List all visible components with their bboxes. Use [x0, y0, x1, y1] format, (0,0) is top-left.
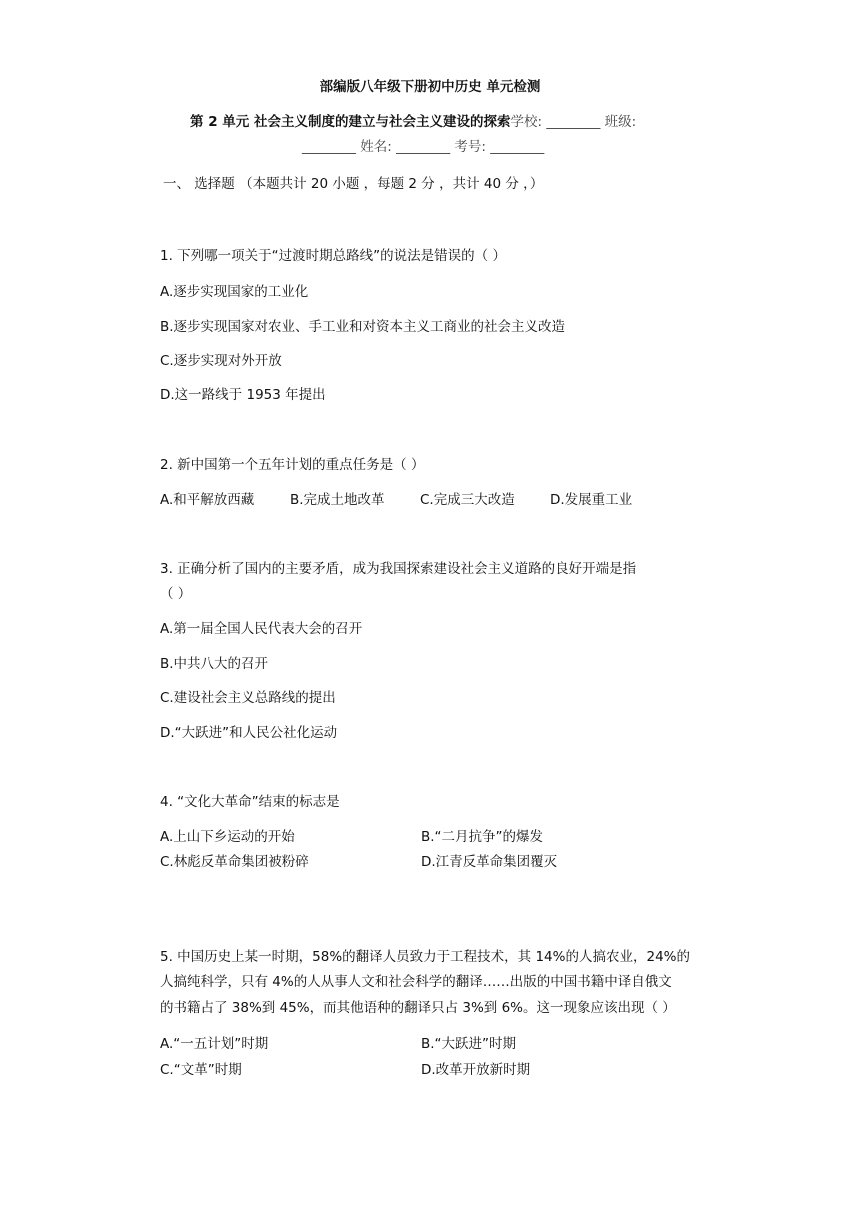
name-id-fields: ________ 姓名: ________ 考号: ________ [302, 139, 545, 155]
question-3-option-a: A.第一届全国人民代表大会的召开 [160, 621, 363, 637]
question-2-option-b: B.完成土地改革 [290, 492, 385, 508]
question-5-option-c: C.“文革”时期 [160, 1062, 242, 1078]
question-3-stem-line-2: （ ） [160, 586, 192, 602]
question-1-option-c: C.逐步实现对外开放 [160, 353, 282, 369]
question-5-stem-line-3: 的书籍占了 38%到 45%，而其他语种的翻译只占 3%到 6%。这一现象应该出现（ ） [160, 1000, 676, 1016]
question-1-option-b: B.逐步实现国家对农业、手工业和对资本主义工商业的社会主义改造 [160, 319, 566, 335]
question-5-stem-line-1: 5. 中国历史上某一时期，58%的翻译人员致力于工程技术，其 14%的人搞农业，24%的 [160, 949, 690, 965]
question-2-option-c: C.完成三大改造 [420, 492, 515, 508]
unit-header-line [190, 113, 636, 131]
question-2-option-d: D.发展重工业 [550, 492, 633, 508]
school-class-fields: 学校: ________ 班级: [510, 114, 637, 130]
question-5-option-a: A.“一五计划”时期 [160, 1036, 269, 1052]
question-4-option-d: D.江青反革命集团覆灭 [421, 854, 558, 870]
question-3-option-b: B.中共八大的召开 [160, 656, 269, 672]
question-3-option-d: D.“大跃进”和人民公社化运动 [160, 725, 338, 741]
question-1-stem: 1. 下列哪一项关于“过渡时期总路线”的说法是错误的（ ） [160, 248, 506, 264]
section-heading: 一、 选择题 （本题共计 20 小题 ，每题 2 分 ，共计 40 分 ，） [163, 176, 544, 192]
question-4-option-a: A.上山下乡运动的开始 [160, 829, 295, 845]
unit-title: 第 2 单元 社会主义制度的建立与社会主义建设的探索 [190, 114, 511, 130]
question-5-option-d: D.改革开放新时期 [421, 1062, 531, 1078]
question-3-stem-line-1: 3. 正确分析了国内的主要矛盾，成为我国探索建设社会主义道路的良好开端是指 [160, 561, 637, 577]
question-2-stem: 2. 新中国第一个五年计划的重点任务是（ ） [160, 457, 425, 473]
question-4-option-b: B.“二月抗争”的爆发 [421, 829, 544, 845]
question-1-option-d: D.这一路线于 1953 年提出 [160, 387, 326, 403]
question-1-option-a: A.逐步实现国家的工业化 [160, 284, 309, 300]
question-5-stem-line-2: 人搞纯科学，只有 4%的人从事人文和社会科学的翻译……出版的中国书籍中译自俄文 [160, 974, 672, 990]
question-2-option-a: A.和平解放西藏 [160, 492, 255, 508]
question-5-option-b: B.“大跃进”时期 [421, 1036, 517, 1052]
question-3-option-c: C.建设社会主义总路线的提出 [160, 690, 336, 706]
question-4-option-c: C.林彪反革命集团被粉碎 [160, 854, 309, 870]
exam-title: 部编版八年级下册初中历史 单元检测 [319, 79, 541, 95]
question-4-stem: 4. “文化大革命”结束的标志是 [160, 794, 340, 810]
